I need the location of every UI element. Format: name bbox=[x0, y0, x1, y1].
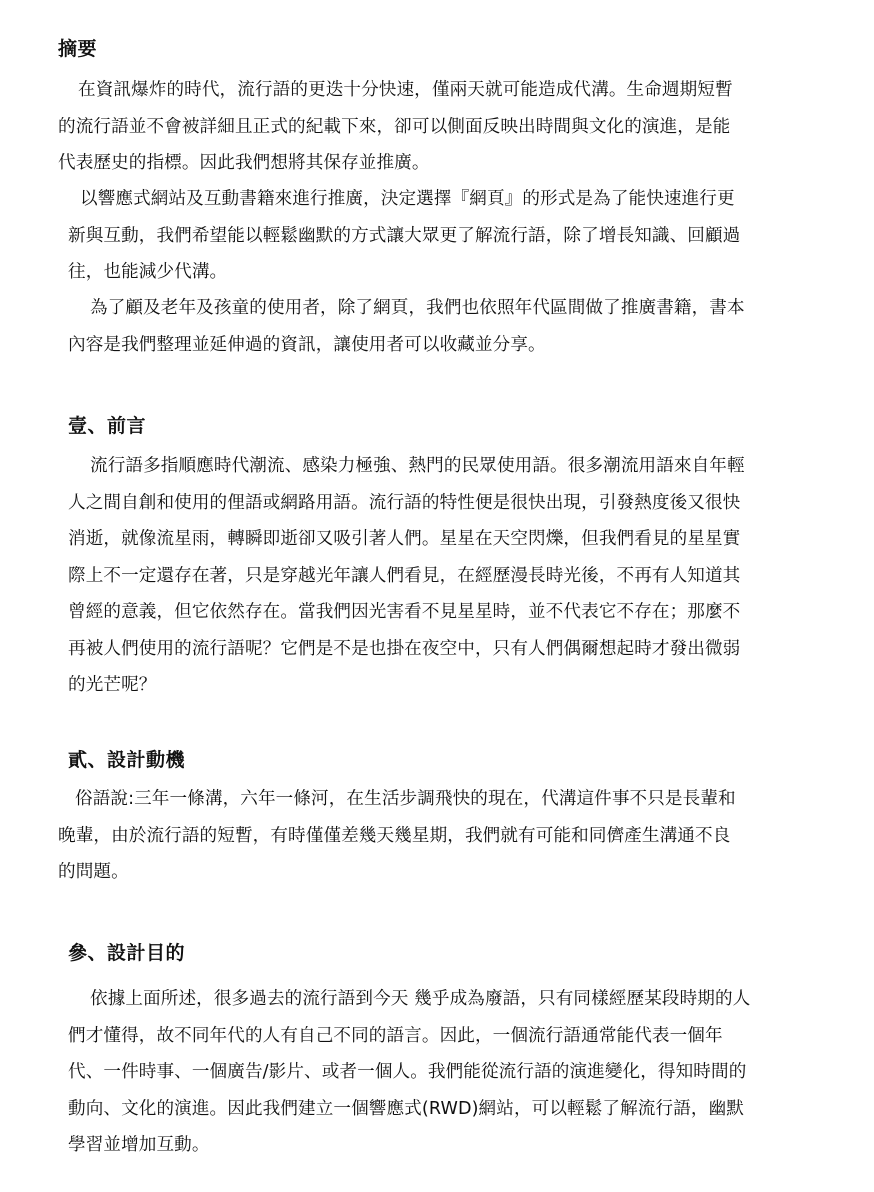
text-line: 流行語多指順應時代潮流、感染力極強、熱門的民眾使用語。很多潮流用語來自年輕 bbox=[90, 456, 745, 476]
motivation-paragraph bbox=[58, 781, 736, 891]
text-line: 曾經的意義，但它依然存在。當我們因光害看不見星星時，並不代表它不存在；那麼不 bbox=[68, 602, 741, 622]
text-line: 人之間自創和使用的俚語或網路用語。流行語的特性便是很快出現，引發熱度後又很快 bbox=[68, 492, 741, 513]
abstract-paragraph-2 bbox=[68, 181, 740, 291]
text-line: 新與互動，我們希望能以輕鬆幽默的方式讓大眾更了解流行語，除了增長知識、回顧過 bbox=[68, 225, 741, 246]
purpose-paragraph bbox=[68, 981, 750, 1164]
text-line: 依據上面所述，很多過去的流行語到今天 幾乎成為廢語，只有同樣經歷某段時期的人 bbox=[90, 989, 751, 1009]
text-line: 晚輩，由於流行語的短暫，有時僅僅差幾天幾星期，我們就有可能和同儕產生溝通不良 bbox=[58, 825, 731, 846]
section-heading-motivation: 貳、設計動機 bbox=[68, 749, 186, 771]
text-line: 代、一件時事、一個廣告/影片、或者一個人。我們能從流行語的演進變化，得知時間的 bbox=[68, 1062, 747, 1082]
text-line: 動向、文化的演進。因此我們建立一個響應式(RWD)網站，可以輕鬆了解流行語，幽默 bbox=[68, 1098, 744, 1119]
text-line: 以響應式網站及互動書籍來進行推廣，決定選擇『網頁』的形式是為了能快速進行更 bbox=[80, 189, 735, 209]
section-heading-introduction: 壹、前言 bbox=[68, 415, 147, 437]
text-line: 再被人們使用的流行語呢？它們是不是也掛在夜空中，只有人們偶爾想起時才發出微弱 bbox=[68, 638, 741, 659]
text-line: 際上不一定還存在著，只是穿越光年讓人們看見，在經歷漫長時光後，不再有人知道其 bbox=[68, 565, 741, 586]
text-line: 的流行語並不會被詳細且正式的紀載下來，卻可以側面反映出時間與文化的演進，是能 bbox=[58, 116, 731, 137]
text-line: 學習並增加互動。 bbox=[68, 1135, 210, 1155]
text-line: 內容是我們整理並延伸過的資訊，讓使用者可以收藏並分享。 bbox=[68, 334, 546, 355]
abstract-paragraph-1 bbox=[58, 72, 733, 182]
introduction-paragraph bbox=[68, 448, 745, 704]
abstract-paragraph-3 bbox=[68, 290, 745, 363]
text-line: 在資訊爆炸的時代，流行語的更迭十分快速，僅兩天就可能造成代溝。生命週期短暫 bbox=[78, 80, 733, 100]
section-heading-purpose: 參、設計目的 bbox=[68, 942, 186, 964]
text-line: 俗語說:三年一條溝，六年一條河，在生活步調飛快的現在，代溝這件事不只是長輩和 bbox=[75, 789, 736, 809]
text-line: 為了顧及老年及孩童的使用者，除了網頁，我們也依照年代區間做了推廣書籍，書本 bbox=[90, 298, 745, 318]
text-line: 的光芒呢？ bbox=[68, 675, 157, 695]
section-heading-abstract: 摘要 bbox=[58, 38, 98, 60]
text-line: 往，也能減少代溝。 bbox=[68, 262, 228, 282]
text-line: 們才懂得，故不同年代的人有自己不同的語言。因此，一個流行語通常能代表一個年 bbox=[68, 1025, 723, 1046]
text-line: 消逝，就像流星雨，轉瞬即逝卻又吸引著人們。星星在天空閃爍，但我們看見的星星實 bbox=[68, 529, 741, 549]
text-line: 的問題。 bbox=[58, 862, 129, 882]
text-line: 代表歷史的指標。因此我們想將其保存並推廣。 bbox=[58, 153, 430, 173]
